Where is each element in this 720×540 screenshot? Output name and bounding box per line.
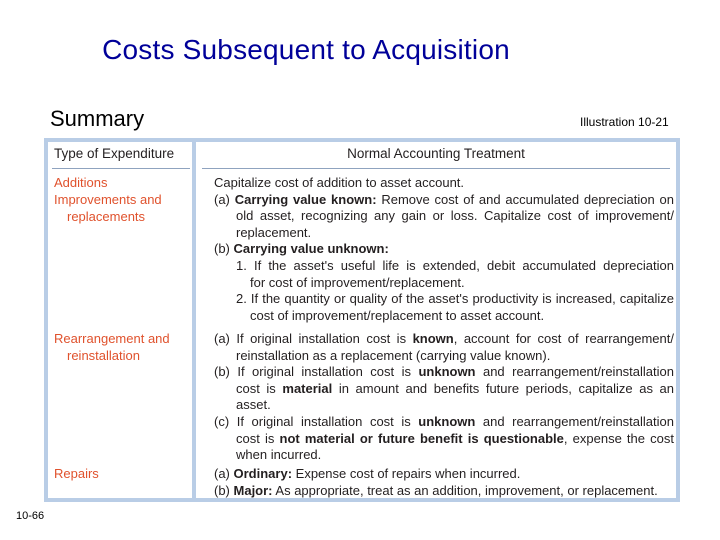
category-improvements (54, 192, 162, 225)
treatment-additions: Capitalize cost of addition to asset account. (214, 175, 465, 190)
category-rearrangement-line2: reinstallation (67, 347, 140, 363)
treatment-rearrangement-a-line2: reinstallation as a replacement (carrying value known). (236, 347, 551, 363)
category-repairs: Repairs (54, 466, 99, 481)
category-improvements-line2: replacements (67, 208, 146, 224)
header-divider (52, 168, 190, 169)
treatment-repairs-a: (a) Ordinary: Expense cost of repairs when incurred. (214, 466, 521, 481)
treatment-rearrangement-a-line1: (a) If original installation cost is known, account for cost of rearrangement/ (214, 331, 674, 346)
category-rearrangement-line1: Rearrangement and (54, 331, 170, 346)
treatment-improvements-a-line3: replacement. (236, 224, 312, 240)
treatment-improvements-a-line1: (a) Carrying value known: Remove cost of and accumulated depreciation on (214, 191, 674, 207)
category-improvements-line1: Improvements and (54, 192, 162, 207)
summary-table (44, 138, 680, 502)
treatment-improvements-a-line2: old asset, recognizing any gain or loss. Capitalize cost of improvement/ (236, 208, 674, 224)
treatment-improvements-b-heading: (b) Carrying value unknown: (214, 241, 389, 257)
accounting-treatment-column (196, 142, 676, 498)
treatment-repairs-b: (b) Major: As appropriate, treat as an addition, improvement, or replacement. (214, 482, 658, 498)
header-accounting-treatment: Normal Accounting Treatment (347, 146, 525, 161)
treatment-improvements-b1-line1: 1. If the asset's useful life is extended, debit accumulated depreciation (236, 258, 674, 273)
slide-number: 10-66 (16, 510, 45, 522)
illustration-label: Illustration 10-21 (580, 115, 669, 129)
header-expenditure-type: Type of Expenditure (54, 146, 175, 161)
treatment-rearrangement-c-line2: cost is not material or future benefit is questionable, expense the cost (236, 430, 674, 446)
treatment-rearrangement-b-line2: cost is material in amount and benefits future periods, capitalize as an (236, 380, 674, 396)
category-rearrangement (54, 331, 170, 364)
treatment-improvements-b1-line2: for cost of improvement/replacement. (250, 274, 465, 290)
category-additions: Additions (54, 175, 108, 190)
slide-title: Costs Subsequent to Acquisition (102, 34, 510, 65)
treatment-rearrangement-b-line3: asset. (236, 397, 271, 413)
expenditure-type-column (48, 142, 192, 498)
treatment-improvements-b2-line2: cost of improvement/replacement to asset account. (250, 307, 545, 323)
treatment-rearrangement-c-line3: when incurred. (236, 447, 322, 463)
header-divider (202, 168, 670, 169)
treatment-rearrangement-c-line1: (c) If original installation cost is unknown and rearrangement/reinstallation (214, 414, 674, 429)
treatment-rearrangement-b-line1: (b) If original installation cost is unknown and rearrangement/reinstallation (214, 364, 674, 380)
slide-subtitle: Summary (50, 106, 145, 131)
treatment-improvements-b2-line1: 2. If the quantity or quality of the asset's productivity is increased, capitalize (236, 291, 674, 307)
